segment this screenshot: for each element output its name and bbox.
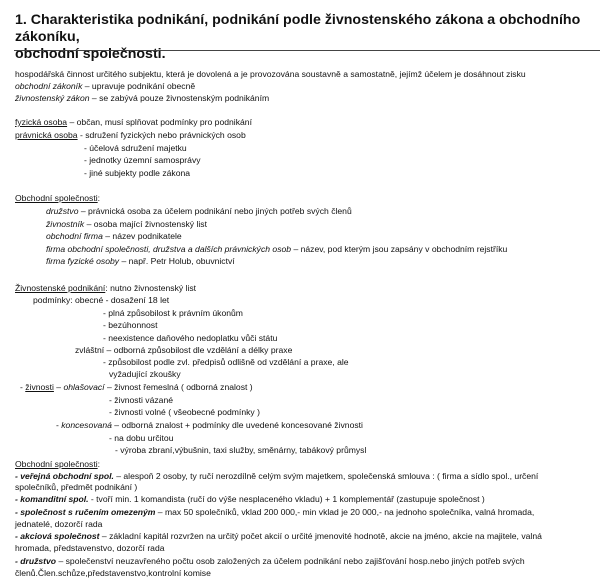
druzstvo-line [46,206,352,217]
druzstvo-line-2: členů.Člen.schůze,představenstvo,kontrolní komise [15,568,211,578]
definition-text: – název, pod kterým jsou zapsány v obchodním rejstříku [291,244,508,254]
term-firma-spolecnosti: firma obchodní společnosti, družstva a dalších právnických osob [46,244,292,254]
bullet-dash: - [20,382,26,392]
spolecnosti-heading [15,459,100,470]
sro-line-2: jednatelé, dozorčí rada [15,519,103,529]
zivnosti-ohlasovaci-line [20,382,253,393]
definition-text: – základní kapitál rozvržen na určitý počet akcií o určité jmenovité hodnotě, akcie na jméno, akcie na majitele, valná [99,531,542,541]
term-koncesovana: koncesovaná [61,420,112,430]
list-item: - jednotky územní samosprávy [84,155,201,165]
zivnostenske-heading [15,283,196,294]
list-item: - na dobu určitou [109,433,174,443]
definition-text: – název podnikatele [102,231,182,241]
ks-paragraph [15,494,485,505]
term-pravnicka-osoba: právnická osoba [15,130,78,140]
term-zivnostensky-zakon: živnostenský zákon [15,93,90,103]
term-as: - akciová společnost [15,531,100,541]
obchodni-firma-line [46,231,182,242]
term-firma-fyzicke-osoby: firma fyzické osoby [46,256,120,266]
podminky-zvlastni: zvláštní – odborná způsobilost dle vzdělání a délky praxe [75,345,293,355]
term-fyzicka-osoba: fyzická osoba [15,117,68,127]
term-ohlasovaci: ohlašovací [63,382,105,392]
as-line-2: hromada, představenstvo, dozorčí rada [15,543,165,553]
definition-text: - sdružení fyzických nebo právnických osob [77,130,246,140]
title-line-1: 1. Charakteristika podnikání, podnikání podle živnostenského zákona a obchodního zákoníku, [15,12,581,45]
definition-text: – osoba mající živnostenský list [84,219,207,229]
term-obchodni-firma: obchodní firma [46,231,103,241]
druzstvo-paragraph [15,556,600,567]
vos-paragraph [15,471,600,482]
term-druzstvo: družstvo [46,206,79,216]
podminky-obecne: podmínky: obecné - dosažení 18 let [33,295,170,305]
intro-definition: hospodářská činnost určitého subjektu, která je dovolená a je provozována soustavně a samostatně, jejímž účelem je dosáhnout zisku [15,69,526,79]
fyzicka-osoba-line [15,117,252,128]
heading-rest: : nutno živnostenský list [105,283,197,293]
definition-text: – alespoň 2 osoby, ty ručí nerozdílně celým svým majetkem, společenská smlouva : ( firma a sídlo spol., určení [113,471,539,481]
firma-spolecnosti-line [46,244,507,255]
list-item: - neexistence daňového nedoplatku vůči státu [103,333,278,343]
definition-text: – odborná znalost + podmínky dle uvedené koncesované živnosti [111,420,363,430]
term-druzstvo-spolecnost: - družstvo [15,556,57,566]
section-heading: Obchodní společnosti [15,193,98,203]
definition-text: – upravuje podnikání obecně [82,81,196,91]
list-item: - jiné subjekty podle zákona [84,168,191,178]
section-heading: Obchodní společnosti [15,459,98,469]
pravnicka-osoba-line [15,130,246,141]
vos-line-2: společníků, předmět podnikání ) [15,482,138,492]
definition-text: – max 50 společníků, vklad 200 000,- min vklad je 20 000,- na jednoho společníka, valná hromada, [155,507,535,517]
list-item: - živnosti vázané [109,395,174,405]
definition-text: – právnická osoba za účelem podnikání nebo jiných potřeb svých členů [78,206,352,216]
intro-zivnostensky-zakon [15,93,269,104]
as-paragraph [15,531,600,542]
definition-text: - tvoří min. 1 komandista (ručí do výše nesplaceného vkladu) + 1 komplementář (zastupuje společnost ) [88,494,485,504]
list-item: - výroba zbraní,výbušnin, taxi služby, směnárny, tabákový průmysl [115,445,367,455]
heading-colon: : [97,459,101,469]
list-item: - způsobilost podle zvl. předpisů odlišně od vzdělání a praxe, ale [103,357,349,367]
obchodni-heading [15,193,100,204]
definition-text: – např. Petr Holub, obuvnictví [119,256,235,266]
definition-text: – společenství neuzavřeného počtu osob založených za účelem podnikání nebo zajišťování hosp.nebo jiných potřeb svých [56,556,525,566]
term-ks: - komanditní spol. [15,494,89,504]
list-item: - účelová sdružení majetku [84,143,187,153]
term-vos: - veřejná obchodní spol. [15,471,114,481]
list-item: vyžadující zkoušky [109,369,181,379]
list-item: - živnosti volné ( všeobecné podmínky ) [109,407,260,417]
title-line-2: obchodní společnosti. [15,46,166,62]
definition-text: – živnost řemeslná ( odborná znalost ) [104,382,253,392]
document-title [15,12,600,63]
section-heading: Živnostenské podnikání [15,283,106,293]
list-item: - plná způsobilost k právním úkonům [103,308,243,318]
koncesovana-line [56,420,363,431]
heading-colon: : [97,193,101,203]
term-zivnostnik: živnostník [46,219,85,229]
definition-text: – občan, musí splňovat podmínky pro podnikání [67,117,252,127]
term-zivnosti: živnosti [25,382,54,392]
bullet-dash: - [56,420,62,430]
intro-obchodni-zakonik [15,81,195,92]
definition-text: – se zabývá pouze živnostenským podnikáním [89,93,270,103]
title-underline [14,50,600,51]
list-item: - bezúhonnost [103,320,158,330]
term-sro: - společnost s ručením omezeným [15,507,156,517]
zivnostnik-line [46,219,207,230]
sro-paragraph [15,507,600,518]
dash: – [53,382,64,392]
term-obchodni-zakonik: obchodní zákoník [15,81,83,91]
firma-fyzicke-osoby-line [46,256,235,267]
